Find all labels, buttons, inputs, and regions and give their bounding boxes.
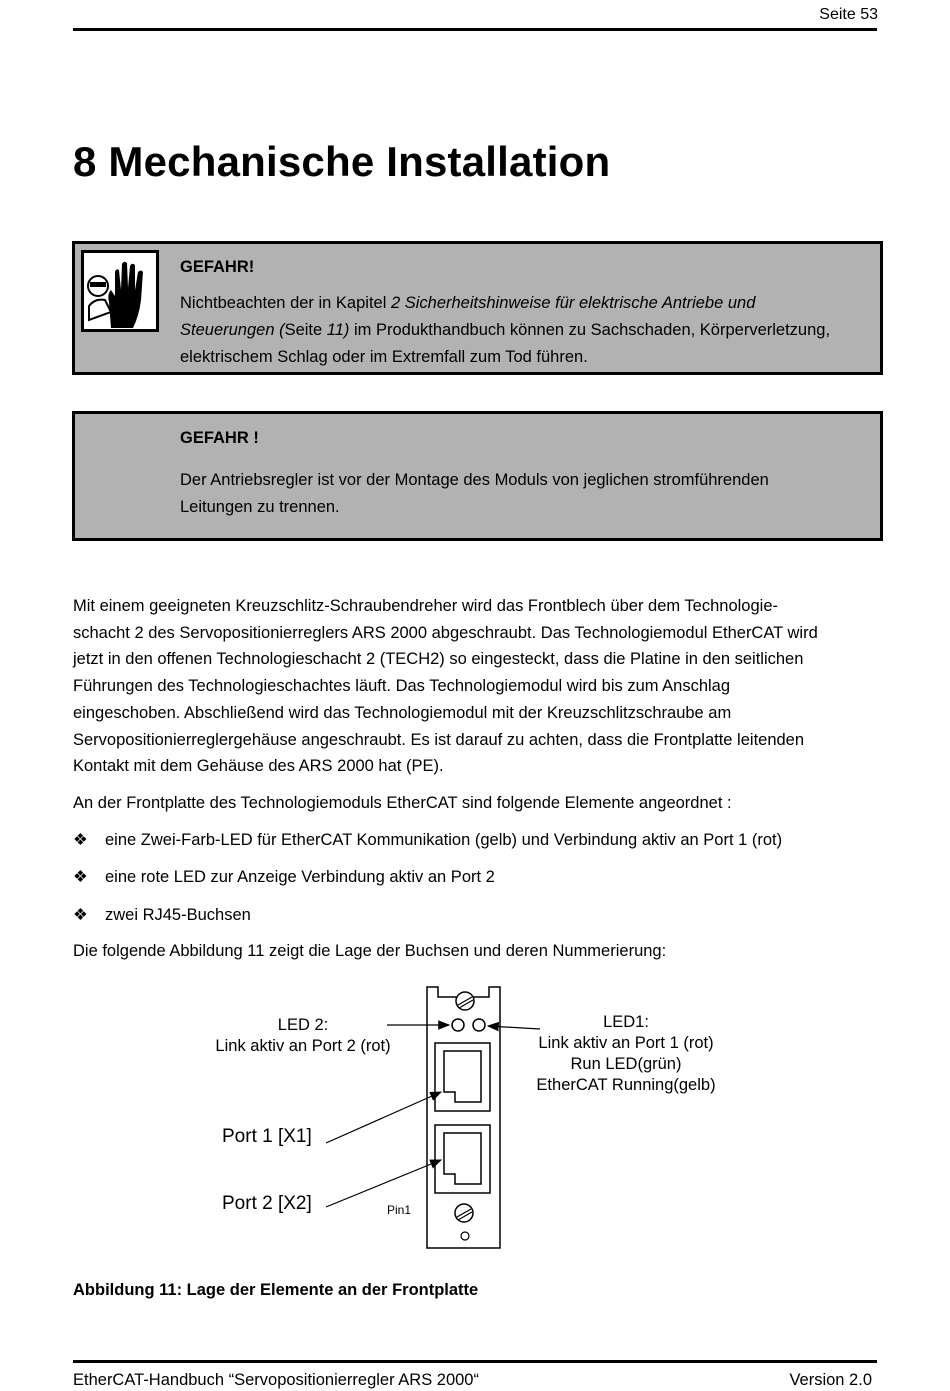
list-item-text: eine Zwei-Farb-LED für EtherCAT Kommunikation (gelb) und Verbindung aktiv an Port 1 (rot) [105, 831, 783, 849]
list-item [73, 830, 782, 850]
para1-line: Führungen des Technologieschachtes läuft. Das Technologiemodul wird bis zum Anschlag [73, 677, 731, 696]
paragraph-installation [73, 593, 883, 780]
bullet-icon: ❖ [73, 831, 88, 849]
port1-label: Port 1 [X1] [222, 1126, 312, 1147]
footer-version: Version 2.0 [789, 1371, 872, 1389]
list-item-text: eine rote LED zur Anzeige Verbindung aktiv an Port 2 [105, 868, 495, 886]
para1-line: Servopositionierreglergehäuse angeschraubt. Es ist darauf zu achten, dass die Frontplatte leitenden [73, 730, 805, 749]
warning1-chapter-ref: 2 Sicherheitshinweise für elektrische Antriebe und [390, 294, 756, 312]
led1-title: LED1: [603, 1013, 649, 1031]
port2-label: Port 2 [X2] [222, 1193, 312, 1214]
danger-stop-hand-icon [81, 250, 159, 332]
led1-label [526, 1012, 726, 1096]
led1-run-led: Run LED(grün) [570, 1055, 682, 1073]
paragraph-elements: An der Frontplatte des Technologiemoduls EtherCAT sind folgende Elemente angeordnet : [73, 793, 732, 812]
warning1-page-ref: 11) [326, 321, 350, 339]
figure-caption: Abbildung 11: Lage der Elemente an der Frontplatte [73, 1281, 479, 1299]
warning1-page-pre: Seite [284, 321, 327, 339]
warning1-line2-text: im Produkthandbuch können zu Sachschaden, Körperverletzung, [349, 321, 831, 339]
danger-warning-box [72, 241, 883, 375]
led1-description: Link aktiv an Port 1 (rot) [538, 1034, 714, 1052]
footer-title: EtherCAT-Handbuch “Servopositionierregler ARS 2000“ [73, 1371, 479, 1389]
list-item [73, 867, 495, 887]
warning1-line3: elektrischem Schlag oder im Extremfall zum Tod führen. [180, 348, 588, 366]
warning2-text [180, 425, 872, 521]
page-number: Seite 53 [819, 6, 878, 23]
paragraph-figure-intro: Die folgende Abbildung 11 zeigt die Lage der Buchsen und deren Nummerierung: [73, 942, 667, 960]
header-rule [73, 28, 877, 31]
body-text [73, 593, 883, 827]
warning1-line1-text: Nichtbeachten der in Kapitel [180, 294, 391, 312]
warning2-heading: GEFAHR ! [180, 429, 259, 447]
led2-label [200, 1015, 406, 1057]
warning1-chapter-ref-cont: Steuerungen ( [180, 321, 285, 339]
danger-warning-box-2 [72, 411, 883, 541]
footer-rule [73, 1360, 877, 1363]
warning2-line1: Der Antriebsregler ist vor der Montage des Moduls von jeglichen stromführenden [180, 471, 769, 489]
warning1-line1 [180, 290, 872, 317]
chapter-title: 8 Mechanische Installation [73, 138, 611, 185]
warning1-text [180, 254, 872, 371]
para1-line: eingeschoben. Abschließend wird das Technologiemodul mit der Kreuzschlitzschraube am [73, 703, 732, 722]
list-item-text: zwei RJ45-Buchsen [105, 906, 251, 924]
para1-line: jetzt in den offenen Technologieschacht 2 (TECH2) so eingesteckt, dass die Platine in den seitlichen [73, 650, 804, 669]
front-panel-figure [200, 985, 760, 1255]
list-item [73, 905, 251, 925]
para1-line: Kontakt mit dem Gehäuse des ARS 2000 hat (PE). [73, 757, 444, 776]
led1-ethercat-running: EtherCAT Running(gelb) [536, 1076, 716, 1094]
warning1-heading: GEFAHR! [180, 258, 255, 276]
led2-description: Link aktiv an Port 2 (rot) [215, 1037, 391, 1055]
pin1-label: Pin1 [387, 1203, 412, 1217]
warning1-line2 [180, 317, 872, 344]
para1-line: schacht 2 des Servopositionierreglers ARS 2000 abgeschraubt. Das Technologiemodul EtherCAT wird [73, 623, 818, 642]
para1-line: Mit einem geeigneten Kreuzschlitz-Schraubendreher wird das Frontblech über dem Technologie- [73, 597, 778, 615]
bullet-icon: ❖ [73, 906, 88, 924]
bullet-icon: ❖ [73, 868, 88, 886]
warning2-line2: Leitungen zu trennen. [180, 498, 340, 516]
led2-title: LED 2: [277, 1016, 329, 1034]
